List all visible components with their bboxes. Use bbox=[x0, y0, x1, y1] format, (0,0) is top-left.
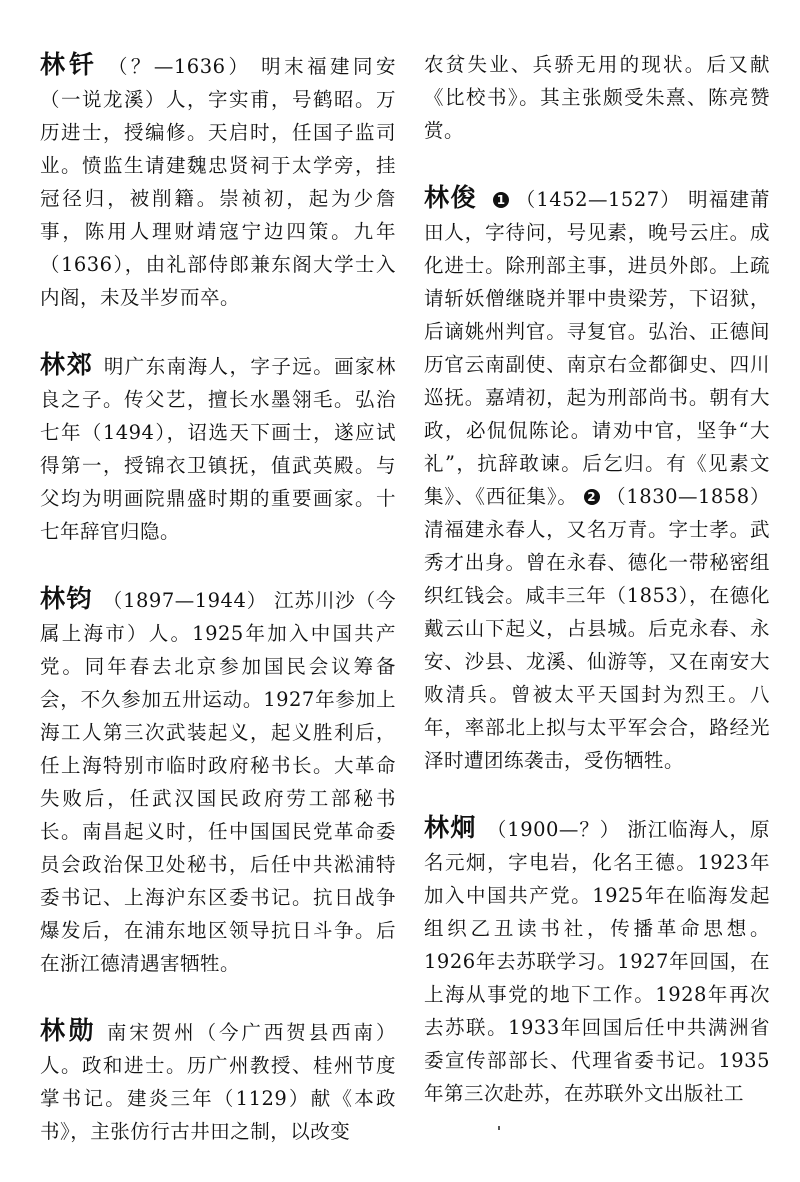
entry-text: 江苏川沙（今属上海市）人。1925年加入中国共产党。同年春去北京参加国民会议筹备会，不久参加五卅运动。1927年参加上海工人第三次武装起义，起义胜利后，任上海特别市临时政府秘书长。大革命失败后，任武汉国民政府劳工部秘书长。南昌起义时，任中国国民党革命委员会政治保卫处秘书，后任中共淞浦特委书记、上海沪东区委书记。抗日战争爆发后，在浦东地区领导抗日斗争。后在浙江德清遇害牺牲。 bbox=[40, 589, 396, 975]
entry-text: 南宋贺州（今广西贺县西南）人。政和进士。历广州教授、桂州节度掌书记。建炎三年（1129）献《本政书》，主张仿行古井田之制，以改变 bbox=[40, 1021, 396, 1143]
left-column bbox=[40, 48, 396, 1182]
entry-lin-xun-continued bbox=[424, 48, 770, 147]
headword: 林俊 bbox=[424, 183, 478, 212]
entry-dates: （1452—1527） bbox=[515, 188, 681, 211]
entry-text: 明末福建同安（一说龙溪）人，字实甫，号鹤昭。万历进士，授编修。天启时，任国子监司业。愤监生请建魏忠贤祠于太学旁，挂冠径归，被削籍。崇祯初，起为少詹事，陈用人理财靖寇宁边四策。九年（1636），由礼部侍郎兼东阁大学士入内阁，未及半岁而卒。 bbox=[40, 55, 396, 309]
entry-lin-jun-1897 bbox=[40, 582, 396, 980]
headword: 林郊 bbox=[40, 350, 94, 379]
entry-lin-jun-junior bbox=[424, 181, 770, 777]
headword: 林炯 bbox=[424, 813, 477, 842]
entry-dates: （1897—1944） bbox=[102, 589, 268, 612]
entry-text: 农贫失业、兵骄无用的现状。后又献《比校书》。其主张颇受朱熹、陈亮赞赏。 bbox=[424, 53, 770, 142]
sense-number-badge: 1 bbox=[493, 192, 509, 208]
entry-dates: （1900—？） bbox=[486, 818, 621, 841]
headword: 林钎 bbox=[40, 50, 98, 79]
entry-dates: （？—1636） bbox=[107, 55, 252, 78]
entry-lin-xun bbox=[40, 1014, 396, 1148]
entry-text: 浙江临海人，原名元炯，字电岩，化名王德。1923年加入中国共产党。1925年在临海发起组织乙丑读书社，传播革命思想。1926年去苏联学习。1927年回国，在上海从事党的地下工作。1928年再次去苏联。1933年回国后任中共满洲省委宣传部部长、代理省委书记。1935年第三次赴苏，在苏联外文出版社工 bbox=[424, 818, 770, 1105]
sense-number-badge: 2 bbox=[584, 489, 600, 505]
entry-lin-jiong bbox=[424, 811, 770, 1110]
right-column bbox=[424, 48, 770, 1144]
headword: 林勋 bbox=[40, 1016, 97, 1045]
entry-lin-jiao bbox=[40, 348, 396, 548]
entry-text: 明广东南海人，字子远。画家林良之子。传父艺，擅长水墨翎毛。弘治七年（1494），诏选天下画士，遂应试得第一，授锦衣卫镇抚，值武英殿。与父均为明画院鼎盛时期的重要画家。十七年辞官归隐。 bbox=[40, 355, 396, 543]
scan-speck bbox=[498, 1126, 500, 1130]
entry-dates: （1830—1858） bbox=[605, 485, 770, 508]
headword: 林钧 bbox=[40, 584, 93, 613]
entry-text: 清福建永春人，又名万青。字士孝。武秀才出身。曾在永春、德化一带秘密组织红钱会。咸丰三年（1853），在德化戴云山下起义，占县城。后克永春、永安、沙县、龙溪、仙游等，又在南安大败清兵。曾被太平天国封为烈王。八年，率部北上拟与太平军会合，路经光泽时遭团练袭击，受伤牺牲。 bbox=[424, 518, 770, 772]
entry-lin-qian bbox=[40, 48, 396, 314]
entry-text: 明福建莆田人，字待问，号见素，晚号云庄。成化进士。除刑部主事，进员外郎。上疏请斩妖僧继晓并罪中贵梁芳，下诏狱，后谪姚州判官。寻复官。弘治、正德间历官云南副使、南京右佥都御史、四川巡抚。嘉靖初，起为刑部尚书。朝有大政，必侃侃陈论。请劝中官，坚争“大礼”，抗辞敢谏。后乞归。有《见素文集》、《西征集》。 bbox=[424, 188, 770, 508]
